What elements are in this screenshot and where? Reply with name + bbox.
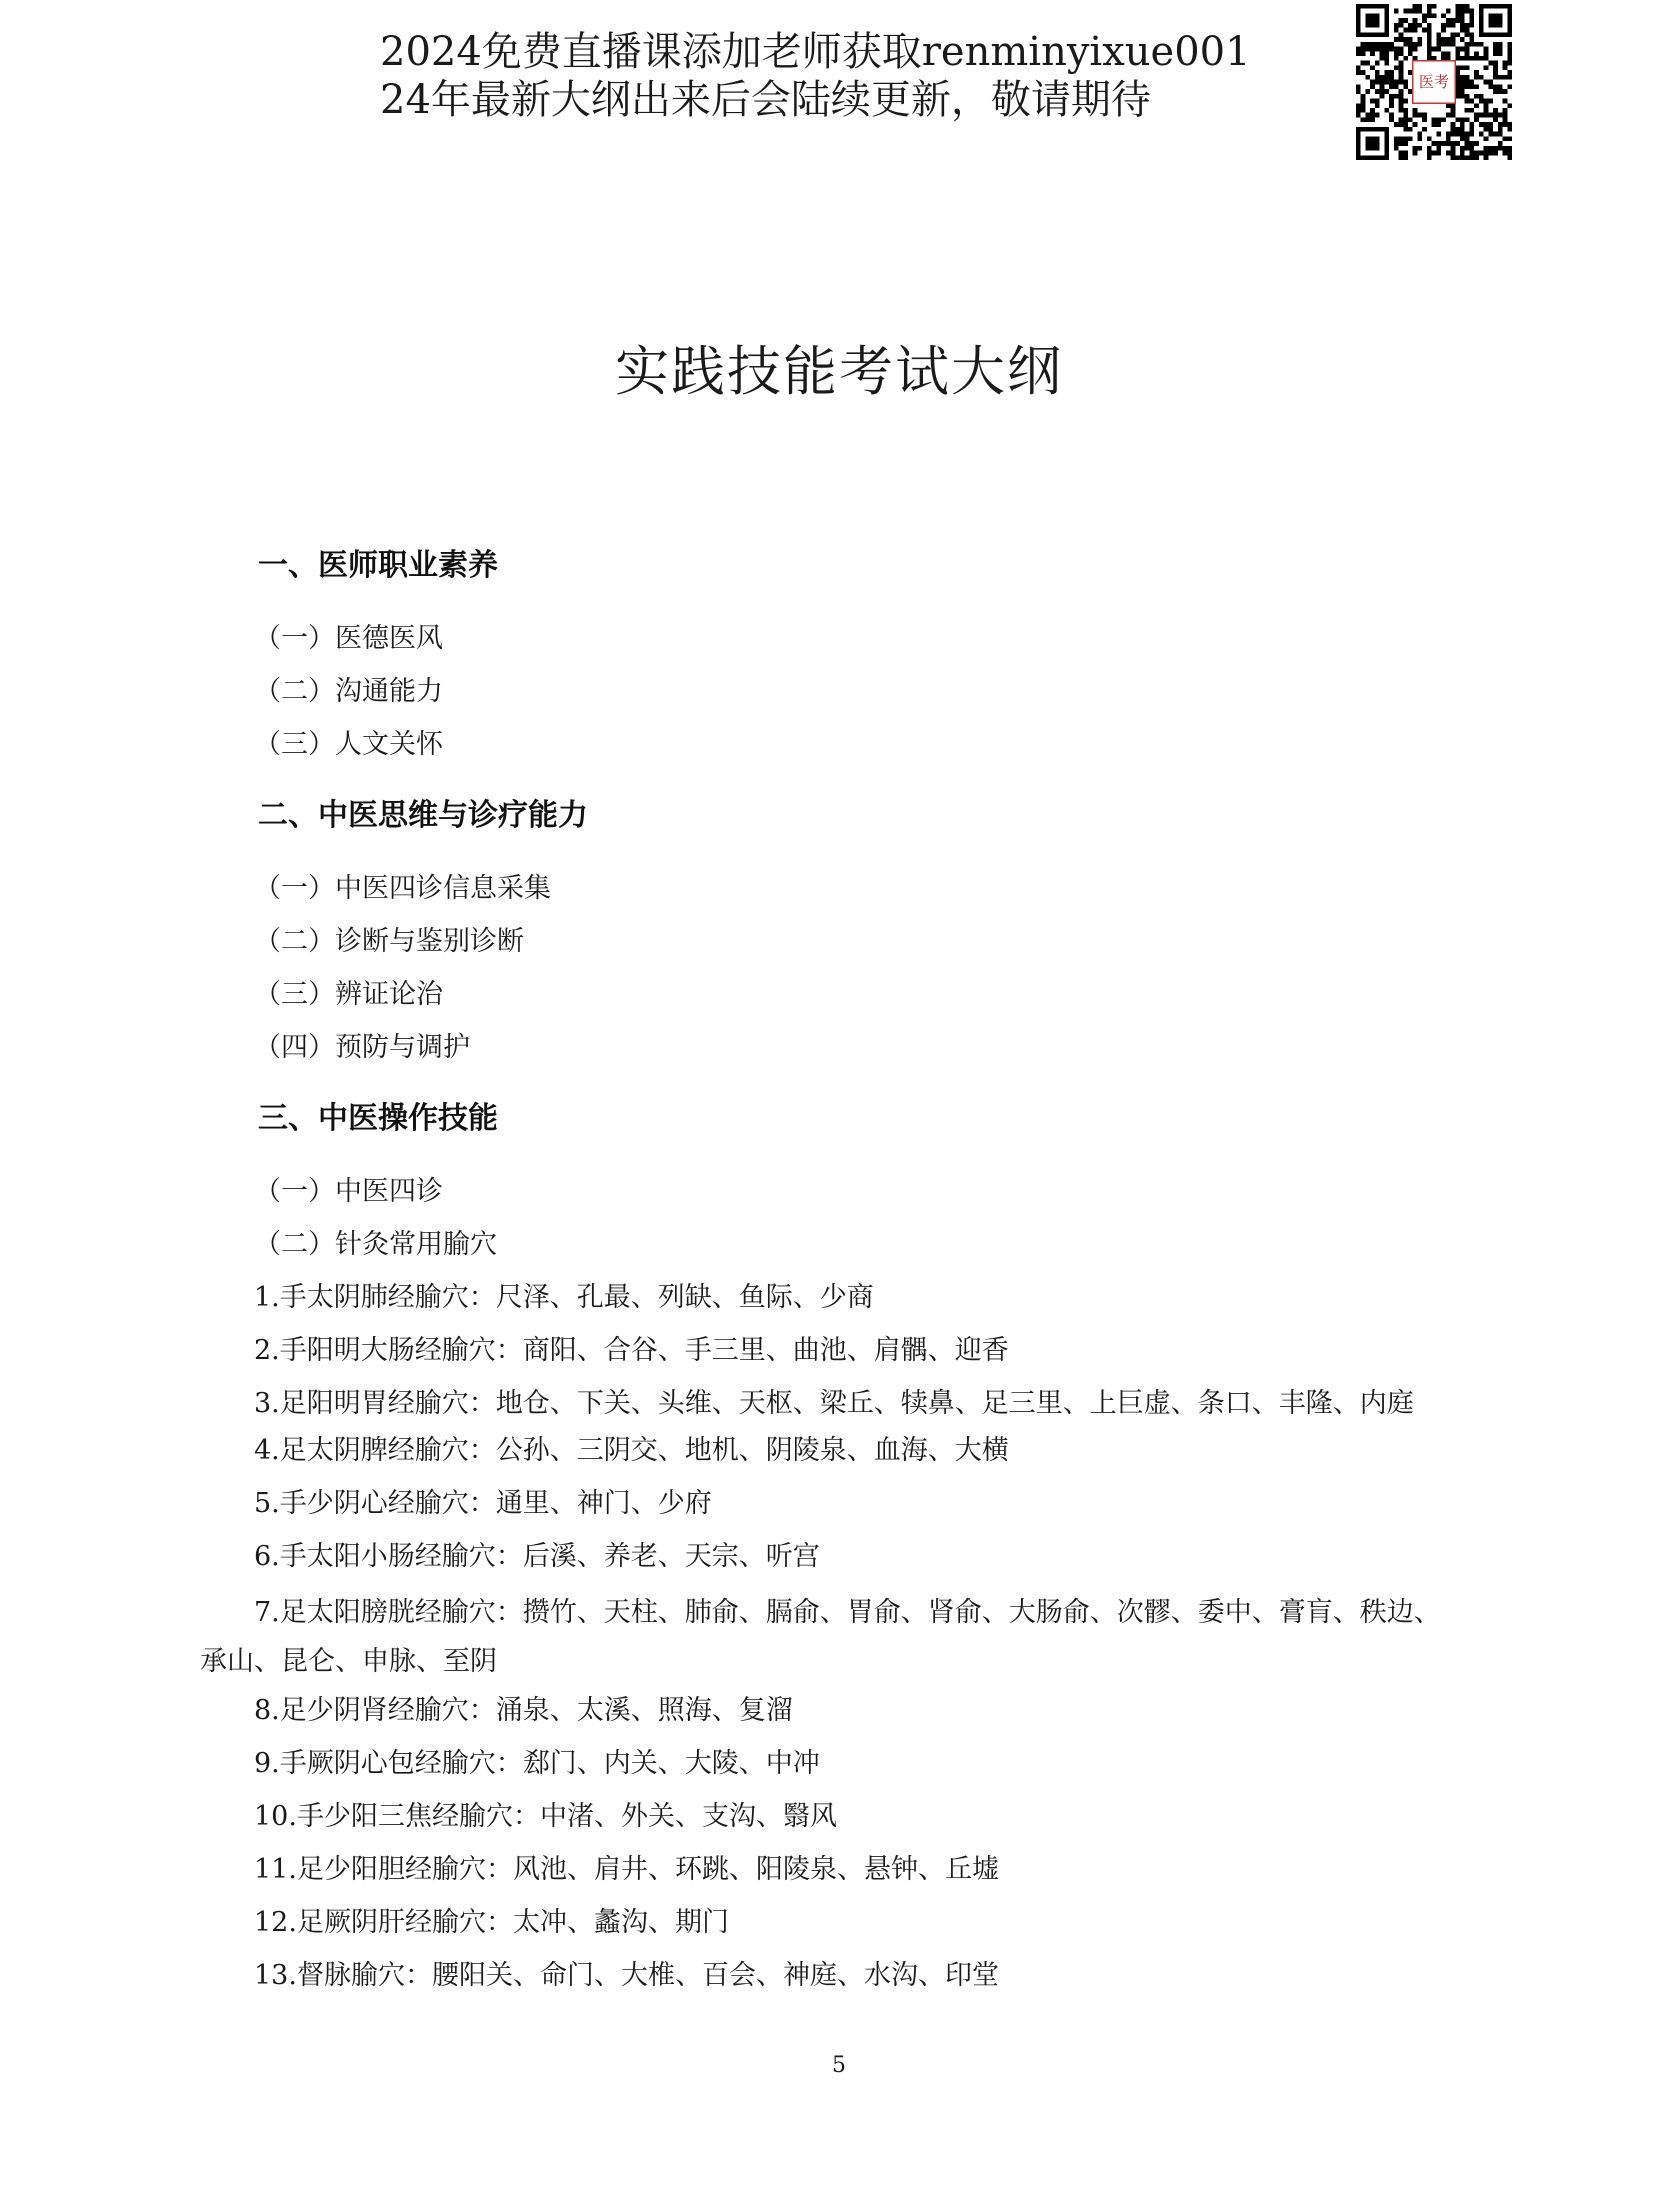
acupoint-line: 4.足太阴脾经腧穴：公孙、三阴交、地机、阴陵泉、血海、大横	[254, 1435, 1009, 1466]
acupoint-line: 2.手阳明大肠经腧穴：商阳、合谷、手三里、曲池、肩髃、迎香	[254, 1335, 1009, 1366]
qr-code-icon[interactable]	[1356, 4, 1512, 160]
qr-logo-text: 医考	[1418, 73, 1450, 92]
acupoint-line: 5.手少阴心经腧穴：通里、神门、少府	[254, 1488, 712, 1519]
header-notice	[380, 28, 1251, 124]
acupoint-line: 7.足太阳膀胱经腧穴：攒竹、天柱、肺俞、膈俞、胃俞、肾俞、大肠俞、次髎、委中、膏肓、秩边、	[254, 1597, 1441, 1628]
acupoint-line: 13.督脉腧穴：腰阳关、命门、大椎、百会、神庭、水沟、印堂	[254, 1960, 999, 1991]
outline-item: （四）预防与调护	[254, 1032, 470, 1063]
header-line-2: 24年最新大纲出来后会陆续更新，敬请期待	[380, 77, 1151, 123]
acupoint-line: 10.手少阳三焦经腧穴：中渚、外关、支沟、翳风	[254, 1801, 837, 1832]
outline-item: （一）中医四诊信息采集	[254, 873, 551, 904]
acupoint-line: 9.手厥阴心包经腧穴：郄门、内关、大陵、中冲	[254, 1748, 820, 1779]
outline-item: （一）中医四诊	[254, 1176, 443, 1207]
acupoint-line: 11.足少阳胆经腧穴：风池、肩井、环跳、阳陵泉、悬钟、丘墟	[254, 1854, 999, 1885]
acupoint-line-continued: 承山、昆仑、申脉、至阴	[200, 1646, 497, 1677]
acupoint-line: 3.足阳明胃经腧穴：地仓、下关、头维、天枢、梁丘、犊鼻、足三里、上巨虚、条口、丰隆、内庭	[254, 1388, 1414, 1419]
outline-item: （二）沟通能力	[254, 676, 443, 707]
outline-item: （二）针灸常用腧穴	[254, 1229, 497, 1260]
section-heading-2: 二、中医思维与诊疗能力	[258, 798, 588, 833]
outline-item: （三）辨证论治	[254, 979, 443, 1010]
document-title: 实践技能考试大纲	[615, 340, 1063, 403]
acupoint-line: 1.手太阴肺经腧穴：尺泽、孔最、列缺、鱼际、少商	[254, 1282, 874, 1313]
acupoint-line: 6.手太阳小肠经腧穴：后溪、养老、天宗、听宫	[254, 1541, 820, 1572]
outline-item: （三）人文关怀	[254, 729, 443, 760]
header-line-1: 2024免费直播课添加老师获取renminyixue001	[380, 29, 1251, 75]
section-heading-1: 一、医师职业素养	[258, 548, 498, 583]
outline-item: （一）医德医风	[254, 623, 443, 654]
outline-item: （二）诊断与鉴别诊断	[254, 926, 524, 957]
acupoint-line: 12.足厥阴肝经腧穴：太冲、蠡沟、期门	[254, 1907, 729, 1938]
section-heading-3: 三、中医操作技能	[258, 1101, 498, 1136]
acupoint-line: 8.足少阴肾经腧穴：涌泉、太溪、照海、复溜	[254, 1695, 793, 1726]
page-number: 5	[832, 2053, 846, 2078]
